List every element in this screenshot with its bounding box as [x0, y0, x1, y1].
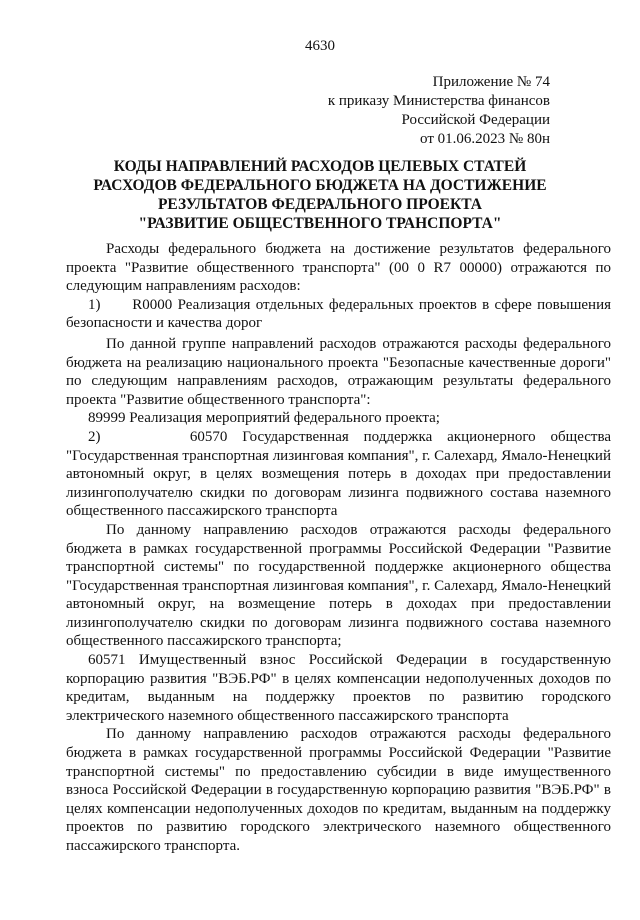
- paragraph: По данному направлению расходов отражаются расходы федерального бюджета в рамках государственной программы Российской Федерации "Развитие транспортной системы" по предоставлению субсидии в виде имущественного взноса Российской Федерации в государственную корпорацию развития "ВЭБ.РФ" в целях компенсации недополученных доходов по кредитам, выданным на поддержку проектов по развитию городского электрического наземного общественного пассажирского транспорта.: [66, 726, 611, 854]
- list-item: 2) 60570 Государственная поддержка акционерного общества "Государственная транспортная лизинговая компания", г. Салехард, Ямало-Ненецкий автономный округ, в целях возмещения потерь в доходах при предоставлении лизингополучателю скидки по договорам лизинга подвижного состава наземного общественного пассажирского транспорта: [66, 428, 611, 520]
- title-line: РЕЗУЛЬТАТОВ ФЕДЕРАЛЬНОГО ПРОЕКТА: [157, 196, 483, 213]
- appendix-line: Приложение № 74: [432, 74, 550, 90]
- document-body: [66, 240, 611, 856]
- title-line: РАСХОДОВ ФЕДЕРАЛЬНОГО БЮДЖЕТА НА ДОСТИЖЕНИЕ: [93, 177, 547, 194]
- appendix-line: к приказу Министерства финансов: [327, 93, 550, 109]
- list-item: 1) R0000 Реализация отдельных федеральных проектов в сфере повышения безопасности и качества дорог: [66, 296, 611, 332]
- title-line: "РАЗВИТИЕ ОБЩЕСТВЕННОГО ТРАНСПОРТА": [138, 215, 502, 232]
- page-number: 4630: [305, 38, 335, 54]
- paragraph: Расходы федерального бюджета на достижение результатов федерального проекта "Развитие общественного транспорта" (00 0 R7 00000) отражаются по следующим направлениям расходов:: [66, 241, 611, 295]
- appendix-block: [290, 73, 550, 149]
- appendix-line: от 01.06.2023 № 80н: [420, 131, 550, 147]
- document-title: [40, 157, 600, 233]
- title-line: КОДЫ НАПРАВЛЕНИЙ РАСХОДОВ ЦЕЛЕВЫХ СТАТЕЙ: [113, 158, 527, 175]
- paragraph: По данной группе направлений расходов отражаются расходы федерального бюджета на реализацию национального проекта "Безопасные качественные дороги" по следующим направлениям расходов, отражающим результаты федерального проекта "Развитие общественного транспорта":: [66, 335, 611, 408]
- list-item: 89999 Реализация мероприятий федерального проекта;: [88, 410, 440, 427]
- list-item: 60571 Имущественный взнос Российской Федерации в государственную корпорацию развития "ВЭБ.РФ" в целях компенсации недополученных доходов по кредитам, выданным на поддержку проектов по развитию городского электрического наземного общественного пассажирского транспорта: [66, 652, 611, 724]
- appendix-line: Российской Федерации: [401, 112, 550, 128]
- paragraph: По данному направлению расходов отражаются расходы федерального бюджета в рамках государственной программы Российской Федерации "Развитие транспортной системы" по государственной поддержке акционерного общества "Государственная транспортная лизинговая компания", г. Салехард, Ямало-Ненецкий автономный округ, на возмещение потерь в доходах при предоставлении лизингополучателю скидки по договорам лизинга подвижного состава наземного общественного пассажирского транспорта;: [66, 521, 611, 650]
